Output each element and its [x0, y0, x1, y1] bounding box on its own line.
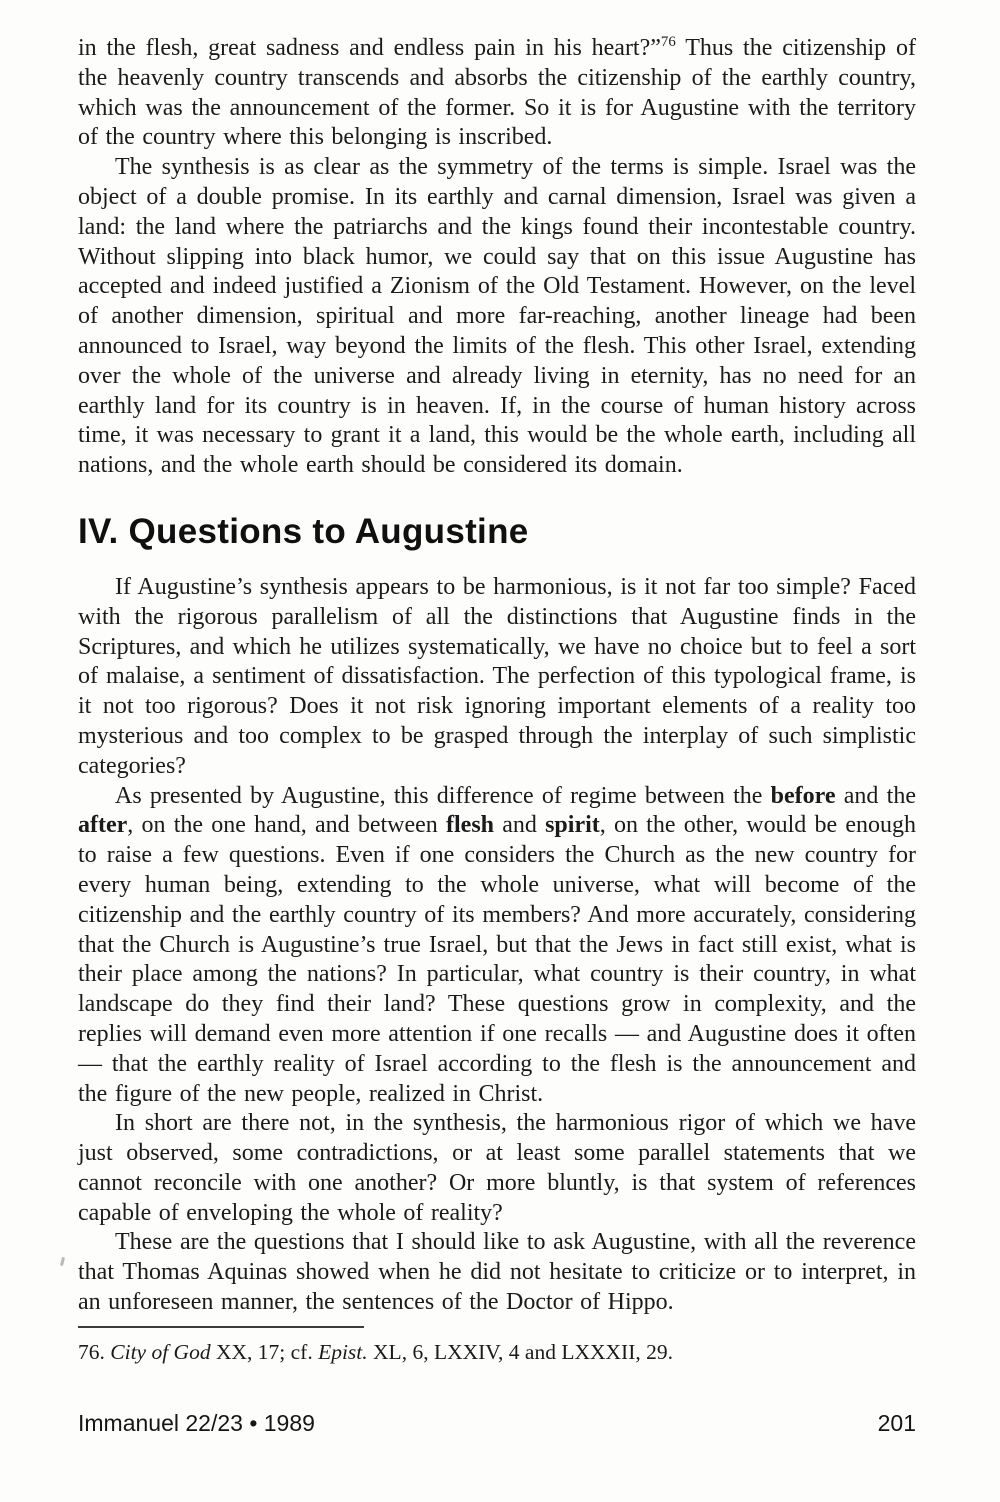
footnote-block — [78, 1326, 916, 1366]
body-paragraph — [78, 34, 916, 153]
bold-term: before — [770, 782, 836, 809]
article-flow — [78, 34, 916, 1318]
bold-term: flesh — [446, 812, 495, 839]
footnote-text — [78, 1339, 916, 1366]
italic-term: Epist. — [318, 1340, 368, 1364]
body-paragraph — [78, 782, 916, 1110]
body-paragraph — [78, 1109, 916, 1228]
journal-title: Immanuel 22/23 • 1989 — [78, 1410, 315, 1436]
text-run: , on the other, would be enough to raise a few questions. Even if one considers the Church as the new country for every human being, extending to the whole universe, what will become of the citizenship and the earthly country of its members? And more accurately, considering that the Church is Augustine’s true Israel, but that the Jews in fact still exist, what is their place among the nations? In particular, what country is their country, in what landscape do they find their land? These questions grow in complexity, and the replies will demand even more attention if one recalls — and Augustine does it often — that the earthly reality of Israel according to the flesh is the announcement and the figure of the new people, realized in Christ. — [78, 812, 917, 1107]
page-footer — [78, 1410, 916, 1437]
text-run: Thus the citizenship of the heavenly country transcends and absorbs the citizenship of the earthly country, which was the announcement of the former. So it is for Augustine with the territory of the country where this belonging is inscribed. — [78, 35, 916, 151]
text-run: and the — [835, 782, 916, 809]
text-run: and — [494, 812, 546, 839]
text-run: XL, 6, LXXIV, 4 and LXXXII, 29. — [367, 1340, 673, 1364]
text-run: As presented by Augustine, this difference of regime between the — [115, 782, 771, 809]
text-run: 76. — [78, 1340, 111, 1364]
text-run: in the flesh, great sadness and endless pain in his heart?” — [78, 35, 661, 61]
italic-term: City of God — [110, 1340, 211, 1364]
body-paragraph — [78, 573, 916, 782]
footnote-rule — [78, 1326, 364, 1328]
body-paragraph — [78, 1228, 916, 1317]
page-number: 201 — [877, 1410, 916, 1436]
text-run: These are the questions that I should like to ask Augustine, with all the reverence that Thomas Aquinas showed when he did not hesitate to criticize or to interpret, in an unforeseen manner, the sentences of the Doctor of Hippo. — [78, 1229, 916, 1316]
bold-term: spirit — [545, 812, 600, 839]
scan-artifact — [60, 1257, 65, 1266]
bold-term: after — [78, 812, 128, 839]
text-run: In short are there not, in the synthesis, the harmonious rigor of which we have just observed, some contradictions, or at least some parallel statements that we cannot reconcile with one another? Or more bluntly, is that system of references capable of enveloping the whole of reality? — [78, 1110, 916, 1226]
text-run: XX, 17; cf. — [210, 1340, 319, 1364]
text-run: , on the one hand, and between — [127, 812, 447, 839]
body-paragraph — [78, 153, 916, 481]
section-heading: IV. Questions to Augustine — [78, 511, 529, 551]
footnote-ref: 76 — [660, 34, 676, 50]
text-run: If Augustine’s synthesis appears to be harmonious, is it not far too simple? Faced with the rigorous parallelism of all the distinctions that Augustine finds in the Scriptures, and which he utilizes systematically, we have no choice but to feel a sort of malaise, a sentiment of dissatisfaction. The perfection of this typological frame, is it not too rigorous? Does it not risk ignoring important elements of a reality too mysterious and too complex to be grasped through the interplay of such simplistic categories? — [78, 573, 916, 779]
text-run: The synthesis is as clear as the symmetry of the terms is simple. Israel was the object of a double promise. In its earthly and carnal dimension, Israel was given a land: the land where the patriarchs and the kings found their incontestable country. Without slipping into black humor, we could say that on this issue Augustine has accepted and indeed justified a Zionism of the Old Testament. However, on the level of another dimension, spiritual and more far-reaching, another lineage had been announced to Israel, way beyond the limits of the flesh. This other Israel, extending over the whole of the universe and already living in eternity, has no need for an earthly land for its country is in heaven. If, in the course of human history across time, it was necessary to grant it a land, this would be the whole earth, including all nations, and the whole earth should be considered its domain. — [78, 154, 916, 479]
